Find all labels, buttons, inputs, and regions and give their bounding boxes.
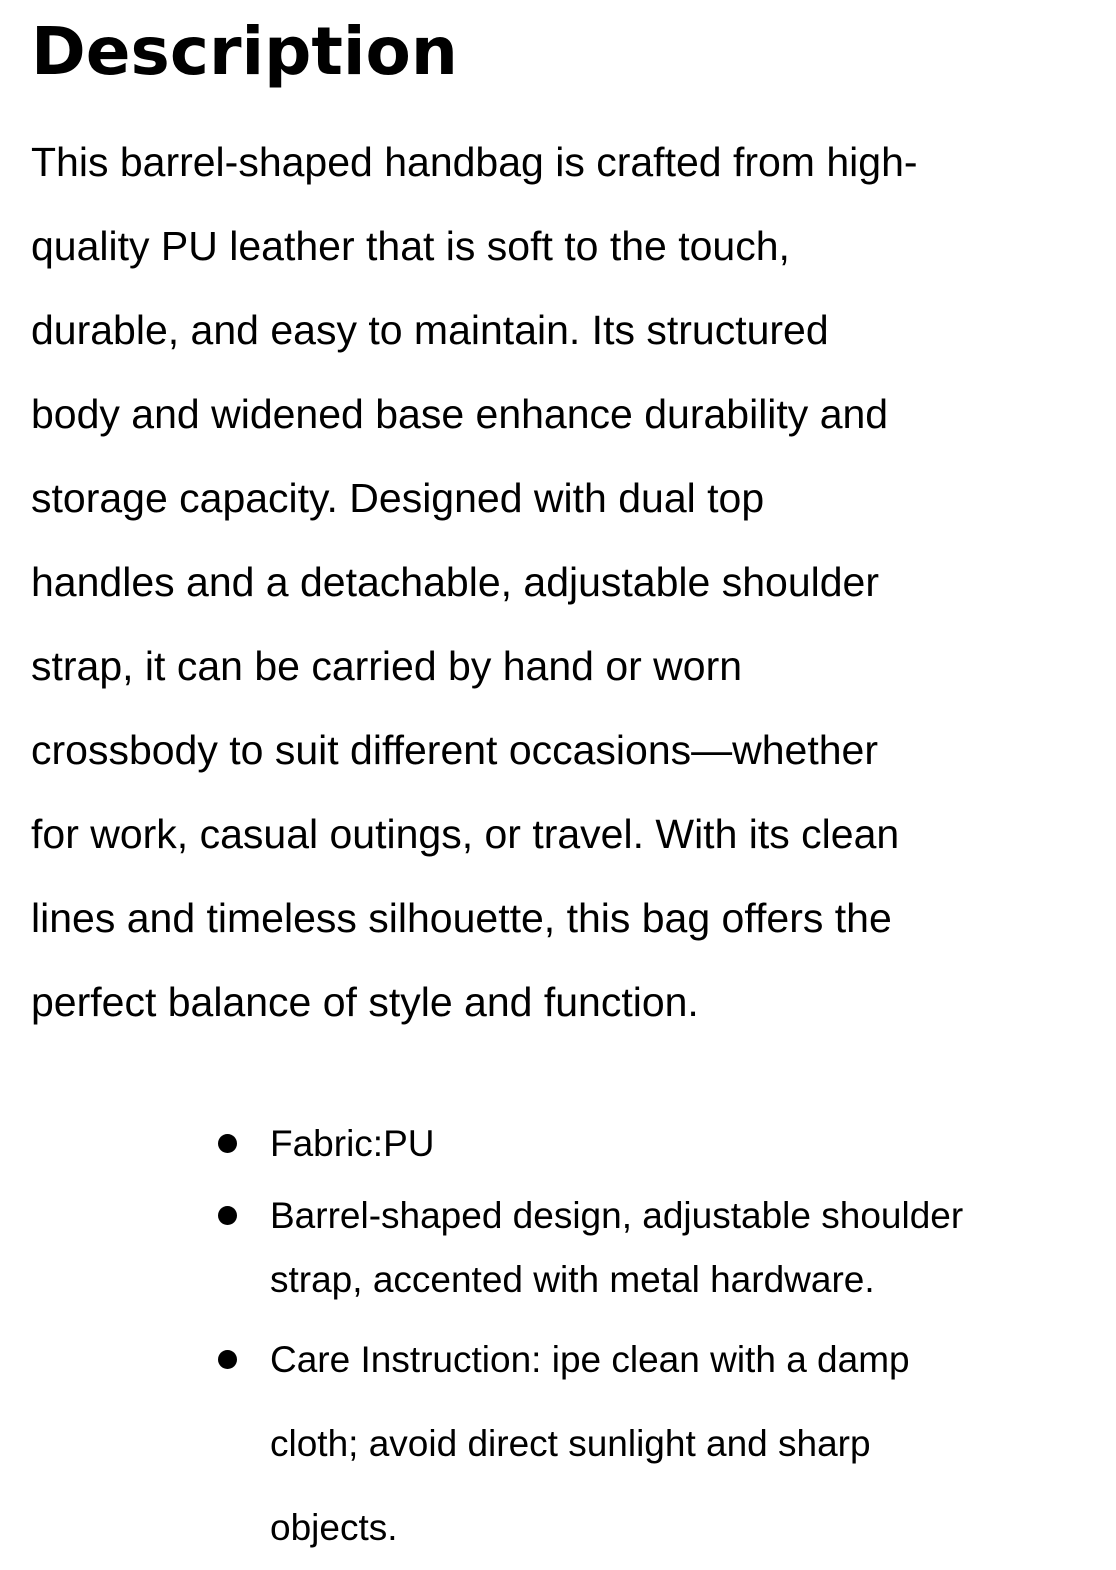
feature-text: Care Instruction: ipe clean with a damp bbox=[270, 1339, 910, 1380]
feature-text: objects. bbox=[270, 1507, 398, 1548]
bullet-dot-icon bbox=[218, 1134, 237, 1153]
bullet-dot-icon bbox=[218, 1350, 237, 1369]
feature-text: cloth; avoid direct sunlight and sharp bbox=[270, 1423, 871, 1464]
feature-item-care bbox=[0, 1318, 1116, 1570]
paragraph-line: durable, and easy to maintain. Its structured bbox=[31, 307, 829, 353]
bullet-dot-icon bbox=[218, 1206, 237, 1225]
feature-text: Barrel-shaped design, adjustable shoulder bbox=[270, 1195, 964, 1236]
paragraph-line: quality PU leather that is soft to the touch, bbox=[31, 223, 790, 269]
feature-text: Fabric:PU bbox=[270, 1123, 435, 1164]
description-heading: Description bbox=[31, 13, 458, 90]
feature-item-design bbox=[0, 1184, 1116, 1312]
description-paragraph bbox=[31, 120, 1091, 1044]
paragraph-line: perfect balance of style and function. bbox=[31, 979, 699, 1025]
paragraph-line: crossbody to suit different occasions—whether bbox=[31, 727, 879, 773]
feature-text: strap, accented with metal hardware. bbox=[270, 1259, 875, 1300]
feature-list bbox=[0, 1108, 1116, 1570]
paragraph-line: strap, it can be carried by hand or worn bbox=[31, 643, 743, 689]
paragraph-line: storage capacity. Designed with dual top bbox=[31, 475, 765, 521]
feature-item-fabric bbox=[0, 1108, 1116, 1180]
paragraph-line: This barrel-shaped handbag is crafted from high- bbox=[31, 139, 918, 185]
paragraph-line: for work, casual outings, or travel. With its clean bbox=[31, 811, 900, 857]
paragraph-line: lines and timeless silhouette, this bag offers the bbox=[31, 895, 892, 941]
paragraph-line: body and widened base enhance durability and bbox=[31, 391, 889, 437]
paragraph-line: handles and a detachable, adjustable shoulder bbox=[31, 559, 879, 605]
